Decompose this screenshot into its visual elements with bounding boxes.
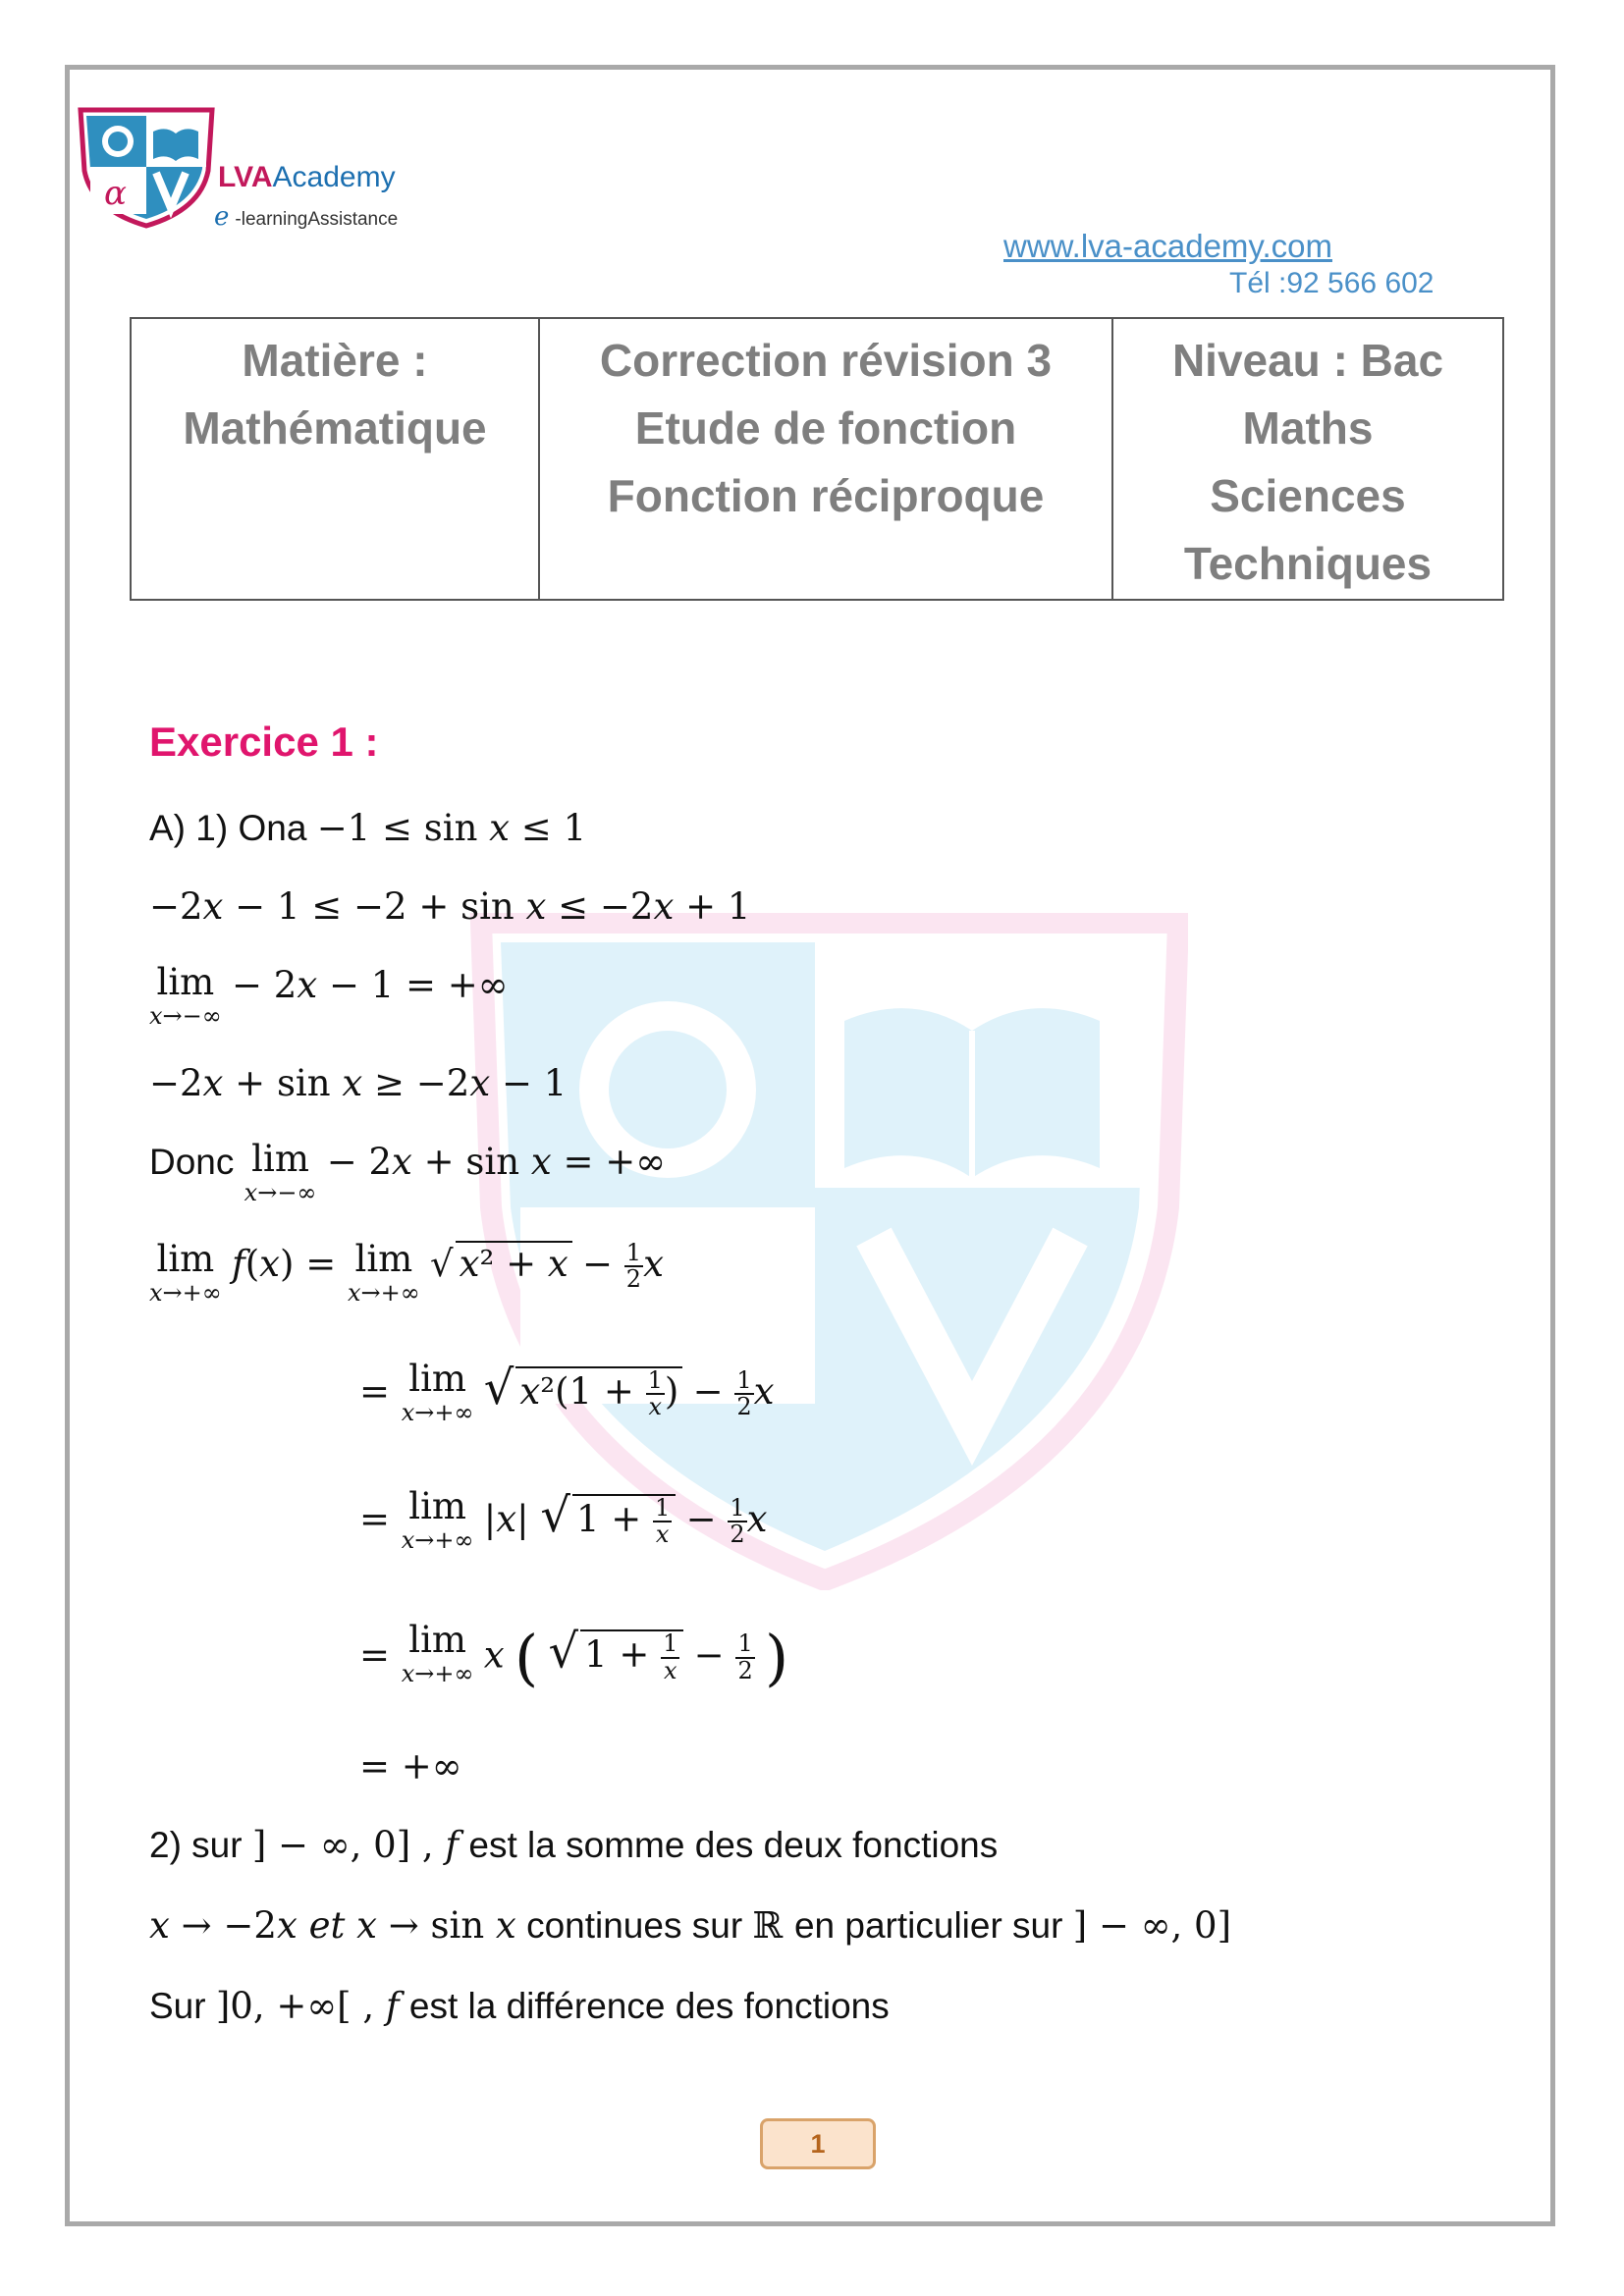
level-line-4: Techniques (1183, 538, 1433, 589)
telephone: Tél :92 566 602 (1229, 267, 1435, 299)
math-line-7: = lim x→+∞ √ x²(1 + $\frac{1}{x}$ ) − $\frac{1}{2}$ x (359, 1358, 775, 1426)
q2-text-2: est la différence des fonctions (408, 1986, 890, 2026)
q2-text: est la somme des deux fonctions (468, 1825, 999, 1865)
title-line-2: Etude de fonction (634, 402, 1017, 454)
brand-name (218, 161, 396, 194)
math-line-5: Donc lim x→−∞ − 2x + sin x = +∞ (149, 1138, 667, 1206)
math-line-4: −2x + sin x ≥ −2x − 1 (149, 1062, 568, 1104)
header-table (130, 317, 1504, 601)
title-line-3: Fonction réciproque (607, 470, 1045, 521)
title-line-1: Correction révision 3 (599, 335, 1053, 386)
brand-academy: Academy (272, 161, 396, 193)
svg-text:α: α (104, 174, 127, 213)
continues-text: continues sur (526, 1905, 743, 1946)
subject-label: Matière : (242, 335, 428, 386)
tagline-text: -learningAssistance (235, 209, 399, 230)
part-a-prefix: A) 1) Ona (149, 808, 307, 848)
page-number: 1 (760, 2118, 876, 2169)
math-line-1: A) 1) Ona −1 ≤ sin x ≤ 1 (149, 807, 587, 849)
brand-tagline: e -learningAssistance (214, 202, 399, 232)
subject-cell (131, 318, 539, 600)
text-line-11: 2) sur ] − ∞, 0] , f est la somme des deux fonctions (149, 1824, 999, 1866)
text-line-13: Sur ]0, +∞[ , f est la différence des fonctions (149, 1985, 890, 2027)
level-line-3: Sciences (1210, 470, 1406, 521)
math-line-10: = +∞ (359, 1745, 462, 1788)
particulier-text: en particulier sur (793, 1905, 1063, 1946)
donc-label: Donc (149, 1142, 235, 1182)
math-line-8: = lim x→+∞ |x| √ 1 + $\frac{1}{x}$ − $\frac{1}{2}$ x (359, 1485, 768, 1554)
sur-label: Sur (149, 1986, 206, 2026)
subject-value: Mathématique (183, 402, 487, 454)
level-line-1: Niveau : Bac (1171, 335, 1444, 386)
math-line-9: = lim x→+∞ x ( √ 1 + $\frac{1}{x}$ − $\frac{1}{2}$ ) (359, 1619, 789, 1693)
lva-academy-logo (73, 102, 220, 230)
math-line-3: lim x→−∞ − 2x − 1 = +∞ (149, 961, 509, 1030)
website-link[interactable]: www.lva-academy.com (1003, 228, 1332, 264)
title-cell (539, 318, 1112, 600)
math-line-2: −2x − 1 ≤ −2 + sin x ≤ −2x + 1 (149, 885, 751, 928)
brand-lva: LVA (218, 161, 273, 193)
q2-prefix: 2) sur (149, 1825, 243, 1865)
math-line-6: lim x→+∞ f(x) = lim x→+∞ √ x² + x − $\frac{1}{2}$ x (149, 1238, 664, 1307)
level-line-2: Maths (1242, 402, 1374, 454)
exercise-title: Exercice 1 : (149, 719, 379, 765)
level-cell (1112, 318, 1503, 600)
text-line-12: x → −2x et x → sin x continues sur ℝ en particulier sur ] − ∞, 0] (149, 1904, 1232, 1947)
